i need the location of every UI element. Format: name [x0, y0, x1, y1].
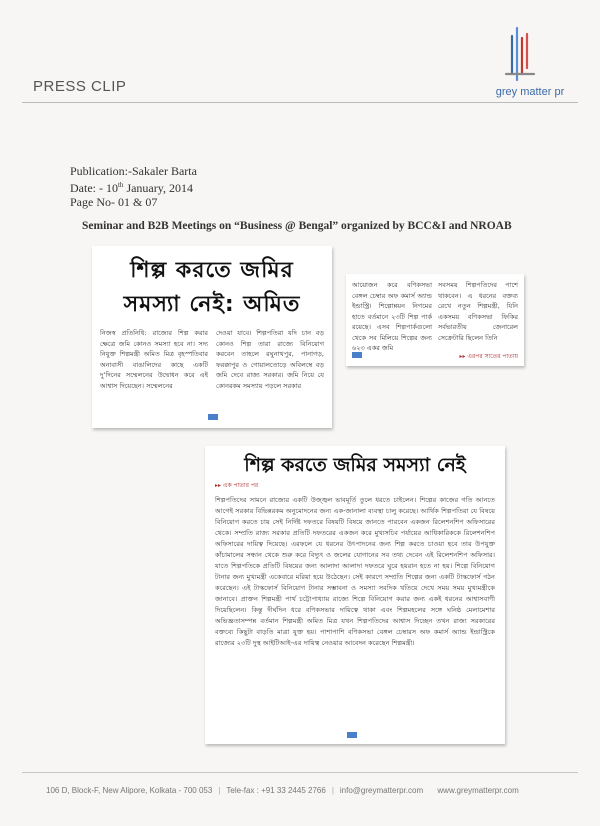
clip-marker: [208, 414, 218, 420]
footer-tel: Tele-fax : +91 33 2445 2766: [226, 786, 326, 795]
news-clip-front-page: [92, 246, 332, 428]
article-headline: Seminar and B2B Meetings on “Business @ Bengal” organized by BCC&I and NROAB: [82, 220, 512, 232]
footer-divider: [22, 772, 578, 773]
clip1-column-1: নিজস্ব প্রতিনিধি: রাজ্যের শিল্প করার ক্ষেত্রে জমি কোনও সমস্যা হবে না। সদ্য নিযুক্ত শিল্পমন্ত্রী অমিত মিত্র বৃহস্পতিবার অনাবাসী বাঙালিদের কাছে একটি দু’দিনের সম্মেলনের উদ্বোধন করে এই আশ্বাস দিয়েছেন। সম্মেলনের: [100, 329, 208, 390]
footer-address: 106 D, Block-F, New Alipore, Kolkata - 700 053: [46, 786, 213, 795]
footer-website[interactable]: www.greymatterpr.com: [437, 786, 519, 795]
logo-text: grey matter pr: [495, 86, 565, 98]
page-number-line: Page No- 01 & 07: [70, 195, 158, 209]
clip-marker: [347, 732, 357, 738]
clip-marker: [352, 352, 362, 358]
footer-email[interactable]: info@greymatterpr.com: [339, 786, 424, 795]
header-divider: [22, 102, 578, 103]
clip1-column-2: দেওয়া যাবে। শিল্পপতিরা যদি চান বড় কোনও শিল্প তারা রাজ্যে বিনিয়োগ করবেন তাহলে রঘুনাথপুর, পানাগড়, ফরক্কাপুর ও গোয়ালতোড়ে অবিলম্বে বড় জমি দেবে রাজ্য সরকার। জমি নিয়ে যে কোনরকম সমস্যায় পড়লে সরকার: [216, 329, 324, 390]
news-clip-continued: [346, 274, 524, 366]
date-prefix: Date: - 10: [70, 181, 118, 195]
clip1-title-line2: সমস্যা নেই: অমিত: [123, 292, 301, 317]
date-suffix: January, 2014: [123, 181, 193, 195]
clip2-column-1: আয়োজন করে বণিকসভা বেঙ্গল চেম্বার অফ কমার্স অ্যান্ড ইন্ডাস্ট্রি। শিল্পোন্নয়ন নিগমের হাতে বর্তমানে ২৩টি শিল্প পার্ক রয়েছে। এসব শিল্পপার্কগুলো থেকে সব মিলিয়ে শিল্পের জন্য ৬২৩ একর জমি: [352, 281, 432, 352]
continued-from-note: ▸▸ এক পাতার পর: [215, 482, 259, 489]
clip2-column-2: সবসময় শিল্পপতিদের পাশে থাকবেন। এ ধরনের বক্তব্য রেখে নতুন শিল্পমন্ত্রী, যিনি একসময় বণিকসভা ফিকির সর্বভারতীয় জেনারেল সেক্রেটারি ছিলেন তিনি: [438, 281, 518, 342]
footer-contact: 106 D, Block-F, New Alipore, Kolkata - 700 053 | Tele-fax : +91 33 2445 2766 | info@greymatterpr.com www.greymatterpr.com: [46, 786, 519, 795]
clip3-title: শিল্প করতে জমির সমস্যা নেই: [244, 454, 466, 476]
clip1-title-line1: শিল্প করতে জমির: [130, 258, 294, 283]
clip3-body: শিল্পপতিদের সামনে রাজ্যের একটি উজ্জ্বল ভাবমূর্তি তুলে ধরতে চাইলেন। শিল্পের কাজের গতি আনতে আগেই সরকার বিভিন্নরকম অনুমোদনের জন্য এক-জানালা ব্যবস্থা চালু করেছে। আর্থিক শিল্পপতিরা যে বিষয়ে বিনিয়োগ করতে চায় সেই নির্দিষ্ট দফতরে বিষয়টি বিষয়ে জানতে পারবেন একজন রিলেশনশিপ অফিসারের থেকে। সম্প্রতি রাজ্য সরকার প্রতিটি দফতরের একজন করে মুখ্যসচিব পর্যায়ের আধিকারিককে রিলেশনশিপ অফিসারের দায়িত্ব দিয়েছে। এরফলে যে ধরনের উৎপাদনের জন্য শিল্প করতে চাওয়া হবে তার উপযুক্ত কাঁচামালের সন্ধান থেকে শুরু করে বিদ্যুৎ ও জলের যোগানের সব তথ্য দেবেন এই রিলেশনশিপ অফিসার। যাতে শিল্পপতিকে প্রতিটি বিষয়ের জন্য আলাদা আলাদা দফতরে ঘুরে হয়রান হতে না হয়। শিল্পে বিনিয়োগ টানার জন্য মুখ্যমন্ত্রী একেবারে মরিয়া হয়ে উঠেছেন। সেই কারণে সম্প্রতি শিল্পের জন্য একটি টাস্কফোর্স গঠন করেছেন। এই টাস্কফোর্স বিনিয়োগ টানার সম্ভাবনা ও সমস্যা সবদিক খতিয়ে দেখে সময় সময় মুখ্যমন্ত্রীকে জানাবে। প্রাক্তন শিল্পমন্ত্রী পার্থ চট্টোপাধ্যায় রাজ্যে শিল্পে বিনিয়োগ করার জন্য একই ধরনের আশ্বাসবাণী দিয়েছিলেন। কিন্তু দীর্ঘদিন ধরে বণিকসভার দায়িত্বে থাকা এবং শিল্পমহলের সঙ্গে ঘনিষ্ঠ মেলামেশার অভিজ্ঞতাসম্পন্ন বর্তমান শিল্পমন্ত্রী অমিত মিত্র যখন শিল্পপতিদের আশ্বাস দিচ্ছেন তখন রাজ্য সরকারের বক্তব্যে কিছুটা বাড়তি মাত্রা যুক্ত হয়। পাশাপাশি বণিকসভা বেঙ্গল চেম্বারস অফ কমার্স অ্যান্ড ইন্ডাস্ট্রিকে রাজ্যের ২৩টি দুস্থ আইটিআই-এর দায়িত্ব নেওয়ার আবেদন করেছেন শিল্পমন্ত্রী।: [215, 496, 495, 647]
press-clip-label: PRESS CLIP: [33, 78, 127, 95]
continued-note: ▸▸ এরপর সাতের পাতায়: [459, 353, 518, 360]
date-sup: th: [117, 181, 124, 189]
news-clip-inside-page: [205, 446, 505, 744]
publication-meta: [70, 164, 197, 209]
date-line: [70, 178, 197, 195]
publication-line: Publication:-Sakaler Barta: [70, 164, 197, 178]
